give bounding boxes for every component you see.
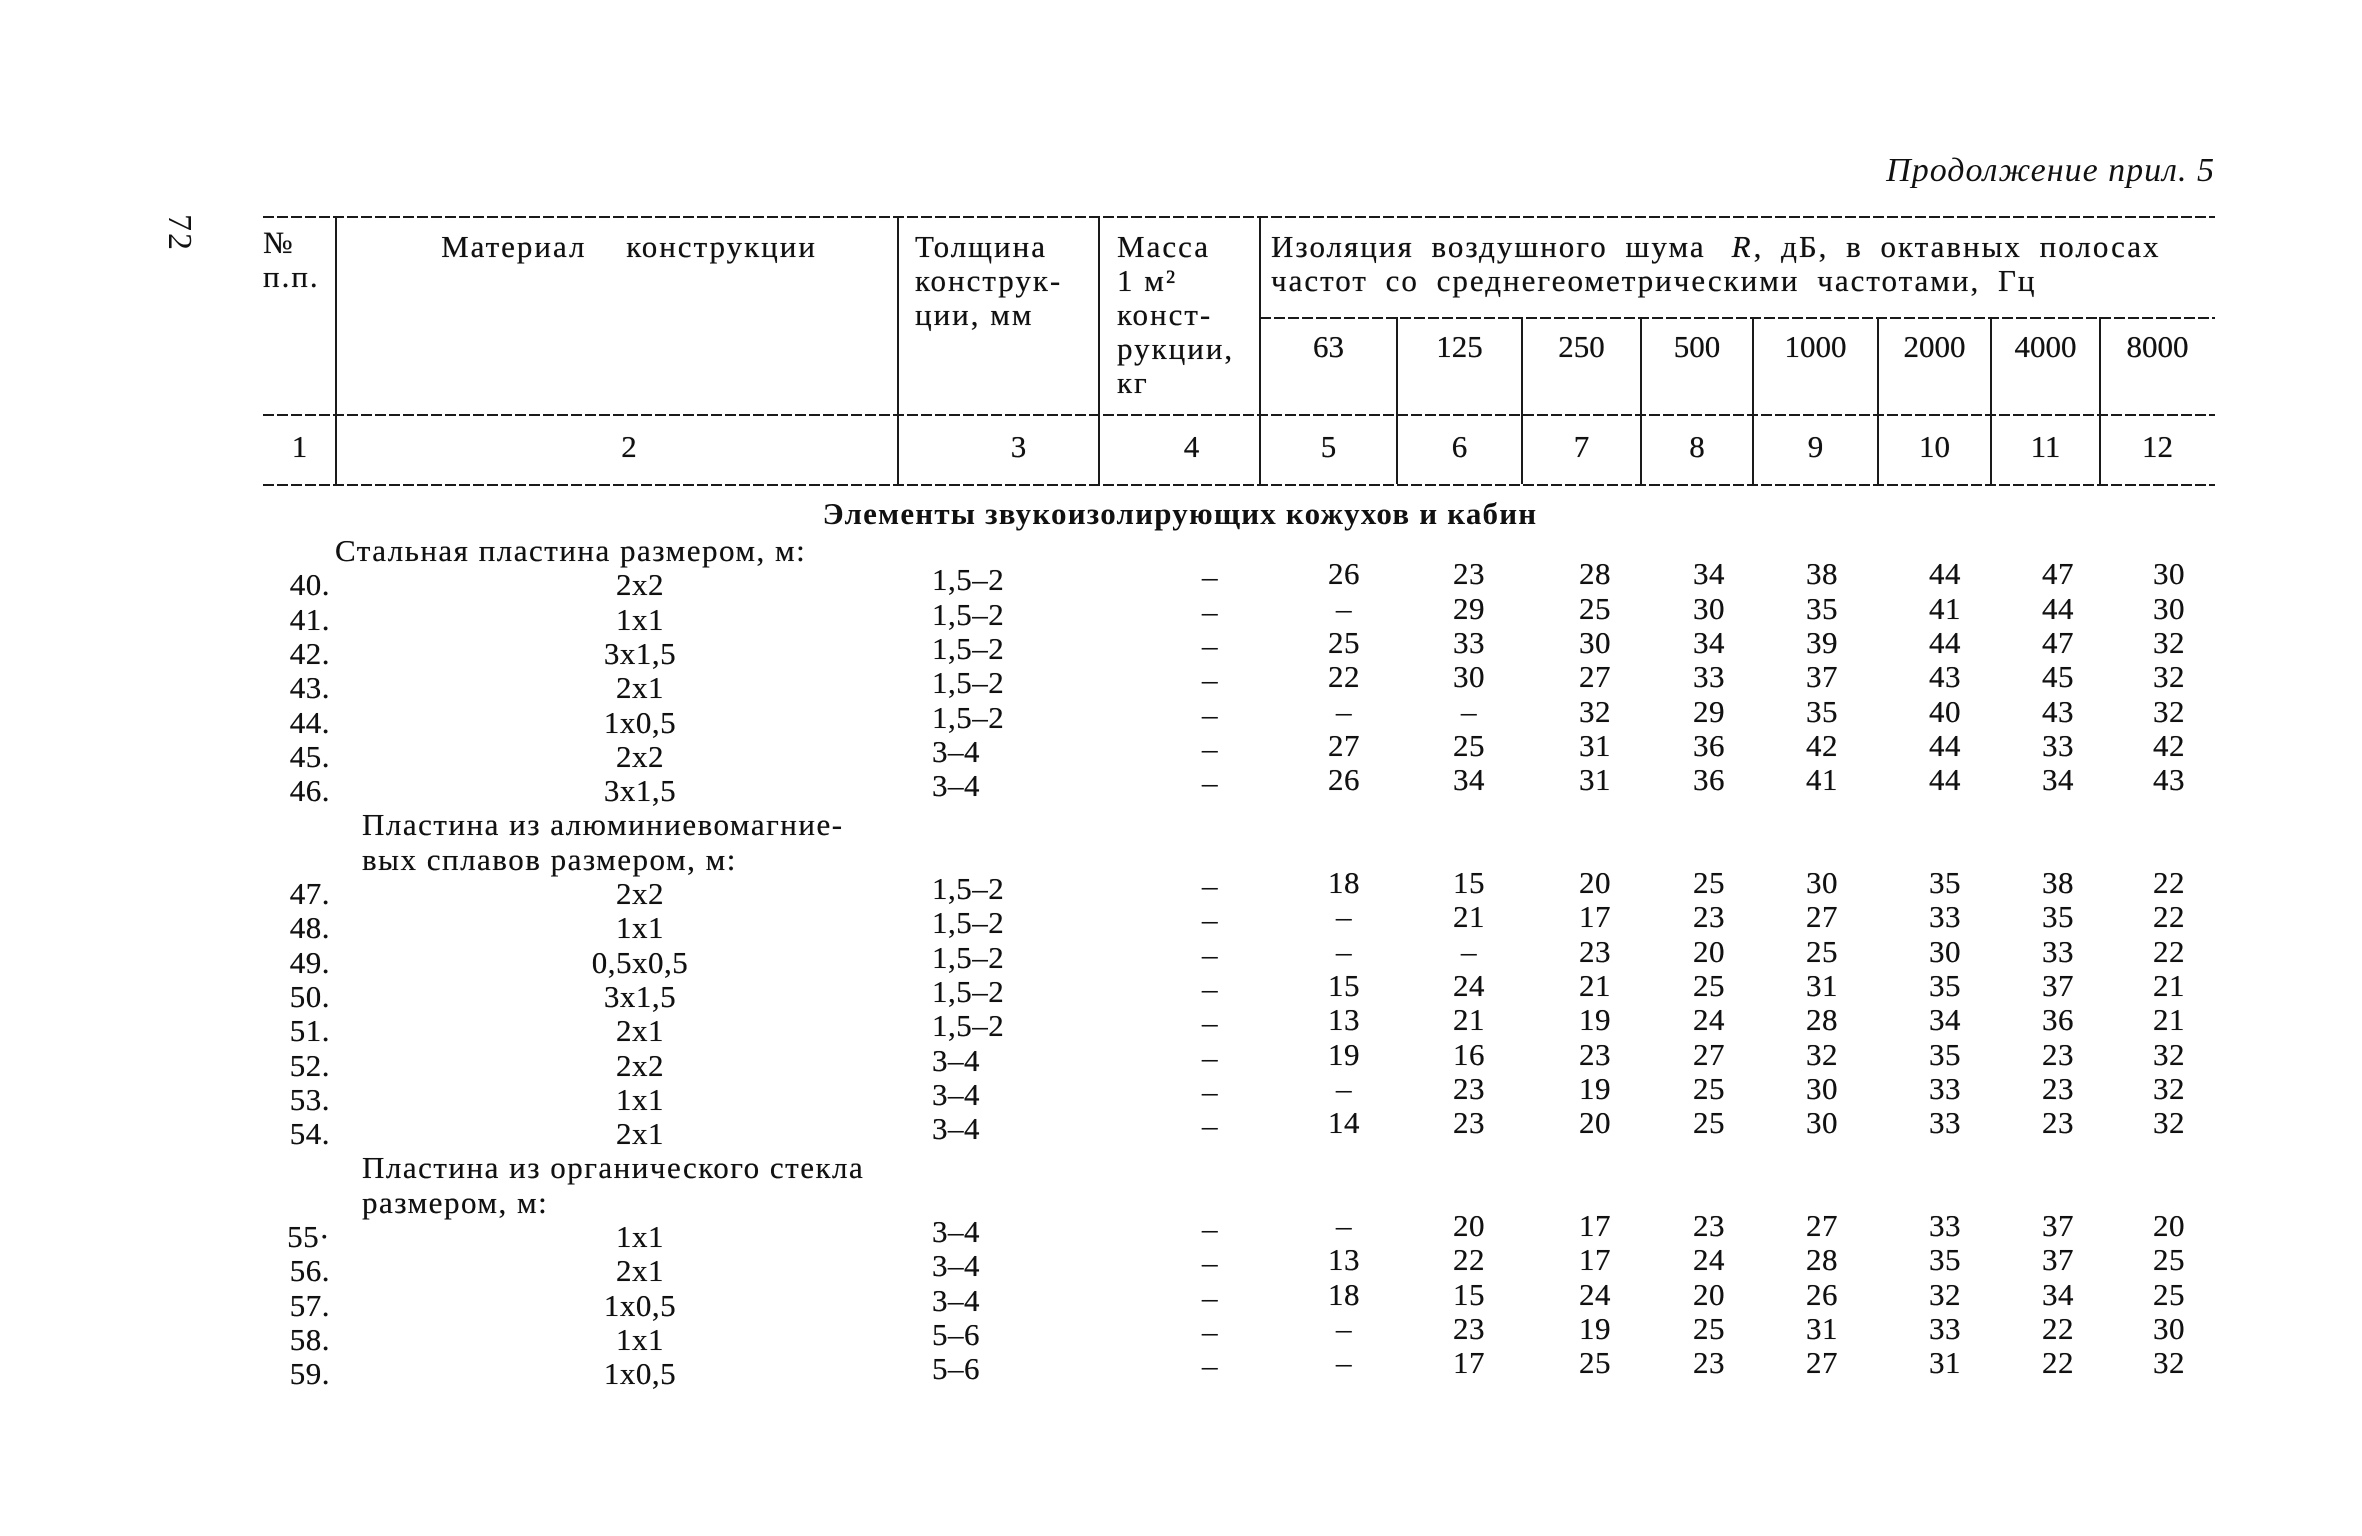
- insulation-value-500hz: 23: [1693, 1345, 1725, 1381]
- insulation-value-2000hz: 35: [1929, 865, 1961, 900]
- insulation-value-250hz: 17: [1579, 1242, 1611, 1278]
- header-bottom-rule: [263, 414, 2215, 416]
- insulation-value-2000hz: 40: [1929, 693, 1961, 729]
- insulation-value-1000hz: 31: [1806, 1310, 1838, 1346]
- insulation-value-4000hz: 34: [2042, 762, 2074, 798]
- insulation-value-500hz: 25: [1693, 1310, 1725, 1346]
- mass-value: –: [1202, 662, 1218, 698]
- insulation-value-250hz: 23: [1579, 933, 1611, 969]
- insulation-value-2000hz: 43: [1929, 659, 1961, 695]
- insulation-value-63hz: 22: [1328, 659, 1360, 695]
- material-size: 2x1: [616, 1253, 664, 1289]
- insulation-value-125hz: –: [1461, 693, 1477, 729]
- insulation-value-250hz: 21: [1579, 967, 1611, 1003]
- insulation-value-250hz: 19: [1579, 1002, 1611, 1038]
- mass-value: –: [1202, 730, 1218, 766]
- insulation-value-63hz: –: [1336, 1310, 1352, 1346]
- thickness-value: 3–4: [932, 1076, 980, 1112]
- insulation-value-1000hz: 41: [1806, 762, 1838, 798]
- mass-value: –: [1202, 559, 1218, 595]
- group-label: Пластина из алюминиевомагние-: [362, 807, 844, 843]
- material-size: 1x0,5: [603, 1356, 677, 1392]
- column-number: 10: [1919, 429, 1950, 464]
- mass-value: –: [1202, 1108, 1218, 1144]
- insulation-value-500hz: 34: [1693, 624, 1725, 660]
- insulation-value-1000hz: 39: [1806, 624, 1838, 660]
- insulation-value-8000hz: 22: [2153, 933, 2185, 969]
- thickness-value: 3–4: [932, 1214, 980, 1249]
- insulation-value-63hz: 27: [1328, 727, 1360, 763]
- insulation-value-125hz: 33: [1453, 624, 1485, 660]
- header-insulation-symbol: R: [1731, 229, 1753, 264]
- column-number: 4: [1183, 429, 1200, 464]
- header-material: Материал конструкции: [441, 229, 817, 264]
- column-number: 9: [1807, 429, 1824, 464]
- insulation-value-4000hz: 47: [2042, 556, 2074, 592]
- insulation-value-8000hz: 21: [2153, 967, 2185, 1003]
- header-insulation-line1: [1271, 230, 2161, 264]
- material-size: 1x1: [616, 1219, 664, 1254]
- column-numbers-bottom-rule: [263, 484, 2215, 486]
- row-number: 40.: [289, 567, 330, 603]
- column-number: 5: [1320, 429, 1337, 464]
- insulation-value-8000hz: 25: [2153, 1242, 2185, 1278]
- material-size: 1x1: [616, 1321, 664, 1357]
- insulation-value-125hz: 25: [1453, 727, 1485, 763]
- header-mass-line: конст-: [1117, 297, 1213, 332]
- thickness-value: 1,5–2: [932, 630, 1005, 666]
- insulation-value-4000hz: 38: [2042, 865, 2074, 900]
- thickness-value: 3–4: [932, 1248, 980, 1284]
- mass-value: –: [1202, 1073, 1218, 1109]
- insulation-value-125hz: 23: [1453, 1105, 1485, 1141]
- frequency-label: 500: [1673, 329, 1721, 364]
- insulation-value-500hz: 33: [1693, 659, 1725, 695]
- insulation-value-8000hz: 32: [2153, 693, 2185, 729]
- insulation-value-1000hz: 35: [1806, 693, 1838, 729]
- insulation-value-500hz: 24: [1693, 1002, 1725, 1038]
- insulation-value-250hz: 30: [1579, 624, 1611, 660]
- header-mass-line: Масса: [1117, 229, 1210, 264]
- insulation-value-8000hz: 22: [2153, 865, 2185, 900]
- insulation-value-500hz: 30: [1693, 590, 1725, 626]
- table-row: [0, 762, 2362, 809]
- frequency-label: 63: [1313, 329, 1344, 364]
- mass-value: –: [1202, 868, 1218, 903]
- insulation-value-250hz: 19: [1579, 1310, 1611, 1346]
- insulation-value-500hz: 24: [1693, 1242, 1725, 1278]
- thickness-value: 3–4: [932, 1282, 980, 1318]
- insulation-value-250hz: 25: [1579, 1345, 1611, 1381]
- thickness-value: 5–6: [932, 1351, 980, 1387]
- insulation-value-125hz: 15: [1453, 1276, 1485, 1312]
- insulation-value-8000hz: 30: [2153, 590, 2185, 626]
- header-insulation-line2: частот со среднегеометрическими частотами, Гц: [1271, 263, 2037, 298]
- insulation-value-1000hz: 28: [1806, 1242, 1838, 1278]
- insulation-value-8000hz: 25: [2153, 1276, 2185, 1312]
- insulation-value-4000hz: 37: [2042, 1208, 2074, 1243]
- insulation-value-1000hz: 42: [1806, 727, 1838, 763]
- insulation-value-63hz: –: [1336, 899, 1352, 935]
- insulation-value-2000hz: 32: [1929, 1276, 1961, 1312]
- mass-value: –: [1202, 1211, 1218, 1246]
- header-thickness-line: ции, мм: [915, 297, 1034, 332]
- row-number: 41.: [289, 601, 330, 637]
- insulation-value-63hz: –: [1336, 1070, 1352, 1106]
- insulation-value-500hz: 36: [1693, 727, 1725, 763]
- material-size: 3x1,5: [603, 773, 677, 809]
- insulation-value-2000hz: 35: [1929, 1242, 1961, 1278]
- insulation-value-125hz: 16: [1453, 1036, 1485, 1072]
- insulation-value-63hz: –: [1336, 590, 1352, 626]
- row-number: 51.: [289, 1013, 330, 1049]
- insulation-value-4000hz: 23: [2042, 1070, 2074, 1106]
- header-insulation-text: , дБ, в октавных полосах: [1753, 229, 2161, 264]
- insulation-value-125hz: 21: [1453, 899, 1485, 935]
- material-size: 2x1: [616, 1116, 664, 1152]
- insulation-value-1000hz: 25: [1806, 933, 1838, 969]
- row-number: 55·: [287, 1219, 330, 1254]
- insulation-value-1000hz: 27: [1806, 1345, 1838, 1381]
- insulation-value-2000hz: 41: [1929, 590, 1961, 626]
- insulation-value-250hz: 31: [1579, 762, 1611, 798]
- insulation-value-63hz: 13: [1328, 1242, 1360, 1278]
- material-size: 2x2: [616, 1047, 664, 1083]
- row-number: 57.: [289, 1287, 330, 1323]
- thickness-value: 1,5–2: [932, 1008, 1005, 1044]
- insulation-value-8000hz: 43: [2153, 762, 2185, 798]
- mass-value: –: [1202, 970, 1218, 1006]
- insulation-value-63hz: –: [1336, 1208, 1352, 1243]
- frequency-header-rule: [1260, 317, 2215, 319]
- thickness-value: 1,5–2: [932, 905, 1005, 941]
- row-number: 58.: [289, 1321, 330, 1357]
- section-title: Элементы звукоизолирующих кожухов и кабин: [822, 496, 1538, 531]
- insulation-value-8000hz: 21: [2153, 1002, 2185, 1038]
- row-number: 52.: [289, 1047, 330, 1083]
- row-number: 48.: [289, 910, 330, 946]
- group-label: Стальная пластина размером, м:: [335, 533, 807, 568]
- insulation-value-8000hz: 32: [2153, 624, 2185, 660]
- insulation-value-250hz: 28: [1579, 556, 1611, 592]
- insulation-value-8000hz: 32: [2153, 1345, 2185, 1381]
- insulation-value-63hz: 26: [1328, 762, 1360, 798]
- insulation-value-4000hz: 43: [2042, 693, 2074, 729]
- insulation-value-4000hz: 34: [2042, 1276, 2074, 1312]
- frequency-label: 250: [1558, 329, 1605, 364]
- row-number: 45.: [289, 738, 330, 774]
- thickness-value: 1,5–2: [932, 596, 1005, 632]
- insulation-value-63hz: 25: [1328, 624, 1360, 660]
- insulation-value-8000hz: 30: [2153, 1310, 2185, 1346]
- insulation-value-1000hz: 30: [1806, 865, 1838, 900]
- insulation-value-2000hz: 33: [1929, 899, 1961, 935]
- thickness-value: 1,5–2: [932, 973, 1005, 1009]
- insulation-value-1000hz: 27: [1806, 1208, 1838, 1243]
- material-size: 1x0,5: [603, 704, 677, 740]
- thickness-value: 3–4: [932, 1111, 980, 1147]
- insulation-value-2000hz: 30: [1929, 933, 1961, 969]
- header-mass-line: 1 м²: [1117, 263, 1178, 298]
- insulation-value-63hz: 19: [1328, 1036, 1360, 1072]
- insulation-value-125hz: 29: [1453, 590, 1485, 626]
- material-size: 1x1: [616, 1081, 664, 1117]
- insulation-value-125hz: 23: [1453, 1070, 1485, 1106]
- thickness-value: 3–4: [932, 768, 980, 804]
- insulation-value-250hz: 17: [1579, 899, 1611, 935]
- insulation-value-125hz: 21: [1453, 1002, 1485, 1038]
- insulation-value-500hz: 34: [1693, 556, 1725, 592]
- insulation-value-8000hz: 32: [2153, 1105, 2185, 1141]
- insulation-value-63hz: 18: [1328, 1276, 1360, 1312]
- mass-value: –: [1202, 627, 1218, 663]
- group-label: вых сплавов размером, м:: [362, 841, 737, 877]
- insulation-value-4000hz: 33: [2042, 727, 2074, 763]
- insulation-value-2000hz: 35: [1929, 1036, 1961, 1072]
- insulation-value-8000hz: 20: [2153, 1208, 2185, 1243]
- column-number: 6: [1451, 429, 1468, 464]
- insulation-value-8000hz: 30: [2153, 556, 2185, 592]
- row-number: 42.: [289, 635, 330, 671]
- row-number: 43.: [289, 670, 330, 706]
- insulation-value-63hz: 14: [1328, 1105, 1360, 1141]
- column-number: 3: [1010, 429, 1027, 464]
- insulation-value-4000hz: 37: [2042, 1242, 2074, 1278]
- column-number: 12: [2142, 429, 2173, 464]
- frequency-label: 8000: [2126, 329, 2189, 364]
- group-label: Пластина из органического стекла: [362, 1150, 865, 1186]
- insulation-value-4000hz: 23: [2042, 1105, 2074, 1141]
- insulation-value-500hz: 25: [1693, 865, 1725, 900]
- material-size: 1x1: [616, 910, 664, 946]
- insulation-value-125hz: 20: [1453, 1208, 1485, 1243]
- row-number: 56.: [289, 1253, 330, 1289]
- mass-value: –: [1202, 696, 1218, 732]
- mass-value: –: [1202, 902, 1218, 938]
- thickness-value: 1,5–2: [932, 871, 1005, 906]
- mass-value: –: [1202, 1313, 1218, 1349]
- insulation-value-500hz: 27: [1693, 1036, 1725, 1072]
- insulation-value-500hz: 25: [1693, 967, 1725, 1003]
- insulation-value-4000hz: 33: [2042, 933, 2074, 969]
- frequency-label: 125: [1436, 329, 1483, 364]
- mass-value: –: [1202, 593, 1218, 629]
- insulation-value-125hz: 17: [1453, 1345, 1485, 1381]
- insulation-value-500hz: 20: [1693, 1276, 1725, 1312]
- insulation-value-1000hz: 28: [1806, 1002, 1838, 1038]
- column-number: 7: [1573, 429, 1590, 464]
- material-size: 2x2: [616, 738, 664, 774]
- insulation-value-250hz: 31: [1579, 727, 1611, 763]
- material-size: 2x2: [616, 876, 664, 911]
- insulation-value-1000hz: 30: [1806, 1070, 1838, 1106]
- page-number: 72: [161, 214, 198, 252]
- insulation-value-500hz: 25: [1693, 1105, 1725, 1141]
- material-size: 3x1,5: [603, 635, 677, 671]
- insulation-value-2000hz: 44: [1929, 556, 1961, 592]
- insulation-value-1000hz: 26: [1806, 1276, 1838, 1312]
- header-mass: [1117, 230, 1234, 400]
- thickness-value: 1,5–2: [932, 699, 1005, 735]
- header-number-sublabel: п.п.: [263, 259, 320, 294]
- insulation-value-63hz: –: [1336, 933, 1352, 969]
- header-insulation: [1271, 230, 2161, 298]
- mass-value: –: [1202, 1005, 1218, 1041]
- insulation-value-63hz: –: [1336, 1345, 1352, 1381]
- insulation-value-63hz: 18: [1328, 865, 1360, 900]
- insulation-value-250hz: 19: [1579, 1070, 1611, 1106]
- insulation-value-250hz: 27: [1579, 659, 1611, 695]
- insulation-value-63hz: 15: [1328, 967, 1360, 1003]
- insulation-value-500hz: 25: [1693, 1070, 1725, 1106]
- frequency-label: 1000: [1784, 329, 1847, 364]
- mass-value: –: [1202, 1279, 1218, 1315]
- insulation-value-2000hz: 44: [1929, 727, 1961, 763]
- insulation-value-63hz: –: [1336, 693, 1352, 729]
- insulation-value-8000hz: 22: [2153, 899, 2185, 935]
- table-top-rule: [263, 216, 2215, 218]
- insulation-value-500hz: 36: [1693, 762, 1725, 798]
- mass-value: –: [1202, 1039, 1218, 1075]
- insulation-value-4000hz: 22: [2042, 1345, 2074, 1381]
- insulation-value-2000hz: 33: [1929, 1208, 1961, 1243]
- insulation-value-125hz: 34: [1453, 762, 1485, 798]
- insulation-value-125hz: 15: [1453, 865, 1485, 900]
- frequency-label: 2000: [1903, 329, 1966, 364]
- insulation-value-2000hz: 44: [1929, 762, 1961, 798]
- insulation-value-1000hz: 27: [1806, 899, 1838, 935]
- table-row: [0, 1105, 2362, 1152]
- column-number: 1: [291, 429, 308, 464]
- insulation-value-125hz: 22: [1453, 1242, 1485, 1278]
- header-thickness-line: конструк-: [915, 263, 1063, 298]
- row-number: 49.: [289, 944, 330, 980]
- mass-value: –: [1202, 1348, 1218, 1384]
- header-mass-line: рукции,: [1117, 331, 1235, 366]
- insulation-value-8000hz: 42: [2153, 727, 2185, 763]
- insulation-value-2000hz: 34: [1929, 1002, 1961, 1038]
- header-number-col: [263, 226, 320, 294]
- insulation-value-1000hz: 31: [1806, 967, 1838, 1003]
- insulation-value-4000hz: 35: [2042, 899, 2074, 935]
- insulation-value-250hz: 20: [1579, 1105, 1611, 1141]
- insulation-value-500hz: 23: [1693, 899, 1725, 935]
- insulation-value-250hz: 23: [1579, 1036, 1611, 1072]
- column-number: 2: [621, 429, 637, 464]
- thickness-value: 1,5–2: [932, 665, 1005, 701]
- row-number: 44.: [289, 704, 330, 740]
- row-number: 59.: [289, 1356, 330, 1392]
- row-number: 47.: [289, 876, 330, 911]
- continuation-label: Продолжение прил. 5: [1886, 152, 2215, 189]
- insulation-value-125hz: 23: [1453, 556, 1485, 592]
- thickness-value: 3–4: [932, 1042, 980, 1078]
- insulation-value-2000hz: 33: [1929, 1310, 1961, 1346]
- insulation-value-125hz: 30: [1453, 659, 1485, 695]
- header-insulation-text: Изоляция воздушного шума: [1271, 229, 1706, 264]
- insulation-value-250hz: 20: [1579, 865, 1611, 900]
- insulation-value-125hz: –: [1461, 933, 1477, 969]
- frequency-label: 4000: [2014, 329, 2077, 364]
- header-thickness-line: Толщина: [915, 229, 1047, 264]
- insulation-value-250hz: 17: [1579, 1208, 1611, 1243]
- material-size: 2x1: [616, 670, 664, 706]
- insulation-value-500hz: 20: [1693, 933, 1725, 969]
- insulation-value-4000hz: 37: [2042, 967, 2074, 1003]
- insulation-value-2000hz: 35: [1929, 967, 1961, 1003]
- material-size: 2x1: [616, 1013, 664, 1049]
- table-row: [0, 1345, 2362, 1392]
- insulation-value-4000hz: 47: [2042, 624, 2074, 660]
- material-size: 1x1: [616, 601, 664, 637]
- insulation-value-2000hz: 31: [1929, 1345, 1961, 1381]
- insulation-value-4000hz: 45: [2042, 659, 2074, 695]
- header-number-label: №: [263, 225, 295, 260]
- insulation-value-250hz: 32: [1579, 693, 1611, 729]
- insulation-value-4000hz: 36: [2042, 1002, 2074, 1038]
- column-number: 11: [2030, 429, 2061, 464]
- group-label: размером, м:: [362, 1184, 549, 1220]
- row-number: 50.: [289, 978, 330, 1014]
- insulation-value-4000hz: 44: [2042, 590, 2074, 626]
- insulation-value-2000hz: 44: [1929, 624, 1961, 660]
- material-size: 1x0,5: [603, 1287, 677, 1323]
- mass-value: –: [1202, 765, 1218, 801]
- insulation-value-2000hz: 33: [1929, 1105, 1961, 1141]
- insulation-value-4000hz: 22: [2042, 1310, 2074, 1346]
- insulation-value-250hz: 24: [1579, 1276, 1611, 1312]
- insulation-value-500hz: 29: [1693, 693, 1725, 729]
- insulation-value-1000hz: 35: [1806, 590, 1838, 626]
- insulation-value-125hz: 24: [1453, 967, 1485, 1003]
- material-size: 2x2: [616, 567, 664, 603]
- insulation-value-1000hz: 37: [1806, 659, 1838, 695]
- column-number: 8: [1689, 429, 1705, 464]
- insulation-value-500hz: 23: [1693, 1208, 1725, 1243]
- insulation-value-1000hz: 38: [1806, 556, 1838, 592]
- insulation-value-125hz: 23: [1453, 1310, 1485, 1346]
- material-size: 3x1,5: [603, 978, 677, 1014]
- thickness-value: 1,5–2: [932, 939, 1005, 975]
- insulation-value-4000hz: 23: [2042, 1036, 2074, 1072]
- row-number: 53.: [289, 1081, 330, 1117]
- insulation-value-1000hz: 32: [1806, 1036, 1838, 1072]
- row-number: 54.: [289, 1116, 330, 1152]
- header-mass-line: кг: [1117, 365, 1149, 400]
- insulation-value-8000hz: 32: [2153, 659, 2185, 695]
- mass-value: –: [1202, 936, 1218, 972]
- insulation-value-63hz: 26: [1328, 556, 1360, 592]
- mass-value: –: [1202, 1245, 1218, 1281]
- insulation-value-2000hz: 33: [1929, 1070, 1961, 1106]
- thickness-value: 1,5–2: [932, 562, 1005, 598]
- insulation-value-8000hz: 32: [2153, 1036, 2185, 1072]
- insulation-value-250hz: 25: [1579, 590, 1611, 626]
- insulation-value-63hz: 13: [1328, 1002, 1360, 1038]
- thickness-value: 5–6: [932, 1316, 980, 1352]
- material-size: 0,5x0,5: [591, 944, 689, 980]
- insulation-value-1000hz: 30: [1806, 1105, 1838, 1141]
- thickness-value: 3–4: [932, 733, 980, 769]
- row-number: 46.: [289, 773, 330, 809]
- header-thickness: [915, 230, 1062, 332]
- insulation-value-8000hz: 32: [2153, 1070, 2185, 1106]
